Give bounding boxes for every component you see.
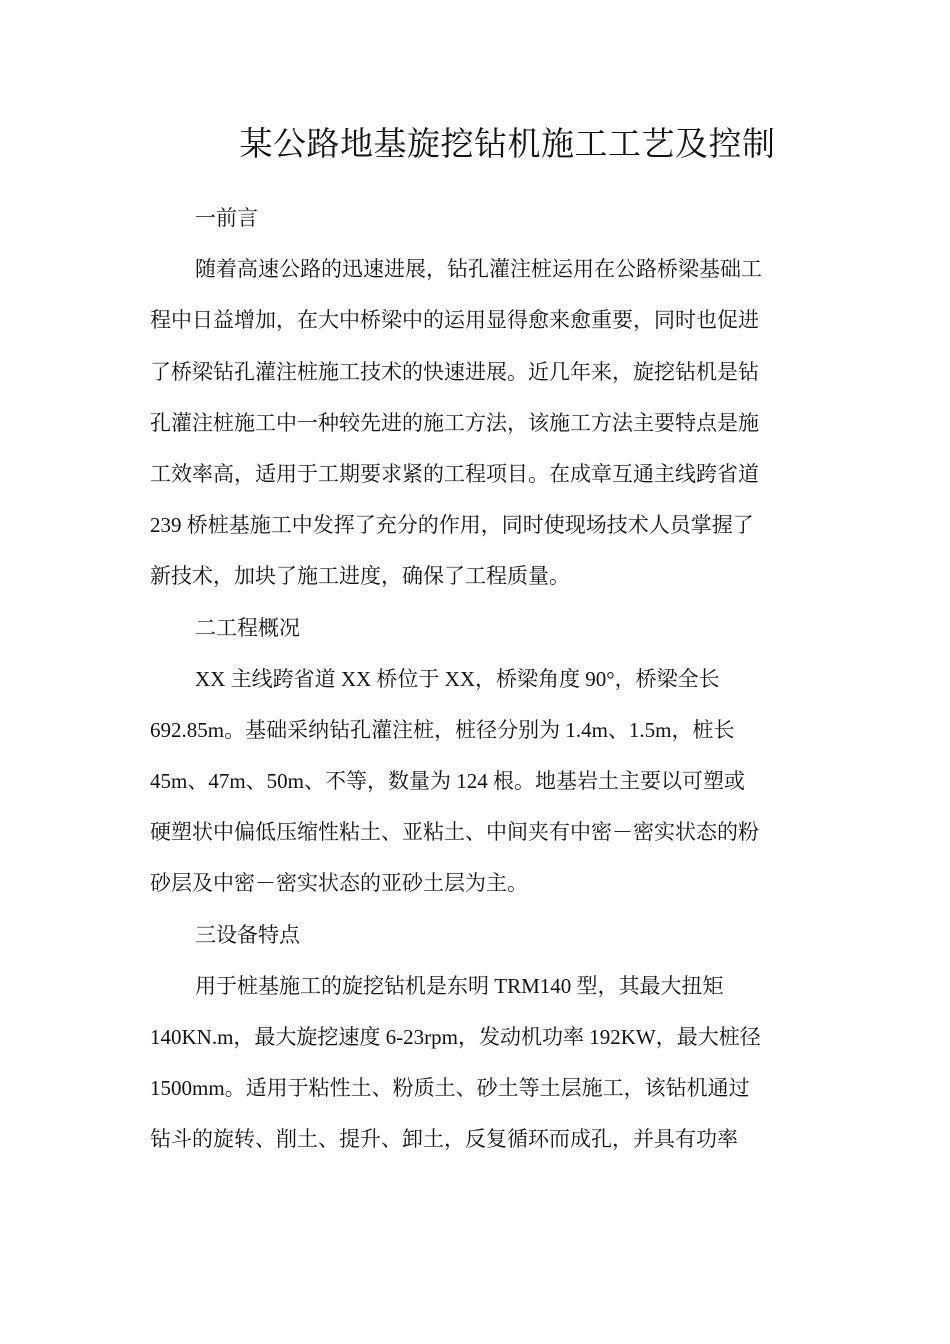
paragraph-line: 140KN.m，最大旋挖速度 6-23rpm，发动机功率 192KW，最大桩径 — [150, 1025, 761, 1049]
section-heading: 一前言 — [195, 206, 258, 230]
paragraph-line: XX 主线跨省道 XX 桥位于 XX，桥梁角度 90°，桥梁全长 — [195, 666, 720, 691]
paragraph-line: 新技术，加块了施工进度，确保了工程质量。 — [150, 564, 570, 589]
paragraph-line: 随着高速公路的迅速进展，钻孔灌注桩运用在公路桥梁基础工 — [195, 257, 762, 282]
paragraph-line: 程中日益增加，在大中桥梁中的运用显得愈来愈重要，同时也促进 — [150, 308, 759, 333]
paragraph-line: 用于桩基施工的旋挖钻机是东明 TRM140 型，其最大扭矩 — [195, 973, 724, 998]
document-body — [150, 193, 800, 1166]
section-heading: 三设备特点 — [195, 922, 300, 947]
paragraph-line: 了桥梁钻孔灌注桩施工技术的快速进展。近几年来，旋挖钻机是钻 — [150, 359, 759, 384]
paragraph-line: 239 桥桩基施工中发挥了充分的作用，同时使现场技术人员掌握了 — [150, 513, 754, 538]
paragraph-line: 硬塑状中偏低压缩性粘土、亚粘土、中间夹有中密－密实状态的粉 — [150, 820, 759, 845]
paragraph-line: 孔灌注桩施工中一种较先进的施工方法，该施工方法主要特点是施 — [150, 410, 759, 435]
paragraph-line: 1500mm。适用于粘性土、粉质土、砂土等土层施工，该钻机通过 — [150, 1076, 750, 1101]
paragraph-line: 砂层及中密－密实状态的亚砂土层为主。 — [150, 871, 528, 896]
section-heading: 二工程概况 — [195, 615, 300, 640]
document-title: 某公路地基旋挖钻机施工工艺及控制 — [239, 127, 776, 163]
paragraph-line: 45m、47m、50m、不等，数量为 124 根。地基岩土主要以可塑或 — [150, 769, 746, 794]
paragraph-line: 692.85m。基础采纳钻孔灌注桩，桩径分别为 1.4m、1.5m，桩长 — [150, 717, 735, 742]
paragraph-line: 钻斗的旋转、削土、提升、卸土，反复循环而成孔，并具有功率 — [150, 1127, 738, 1152]
paragraph-line: 工效率高，适用于工期要求紧的工程项目。在成章互通主线跨省道 — [150, 461, 759, 486]
